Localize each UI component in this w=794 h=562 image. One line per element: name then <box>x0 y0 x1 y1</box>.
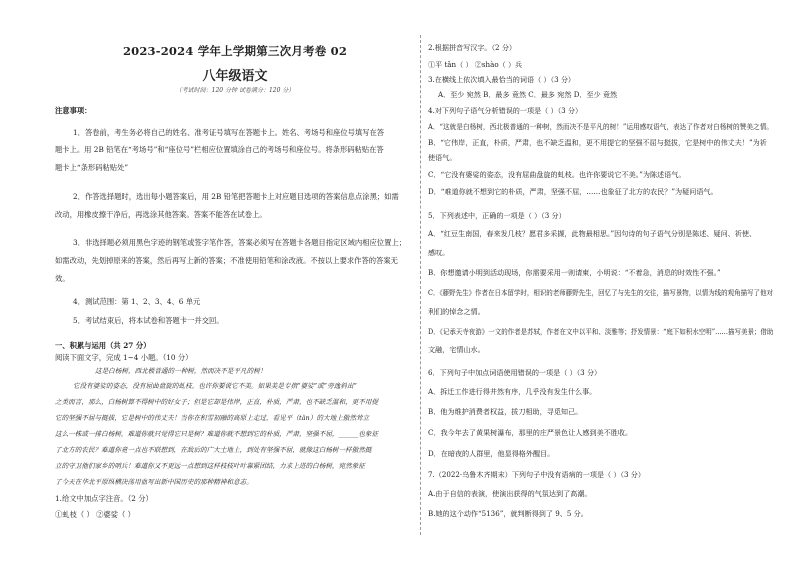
question-line: ①平 tǎn（ ） ②shào（ ）兵 <box>428 60 523 69</box>
option-line: A.由于自信的表演，使演出获得的气氛达到了高潮。 <box>428 489 592 498</box>
text-line: 2．作答选择题时，选出每小题答案后，用 2B 铅笔把答题卡上对应题目选项的答案信息点涂黑；如需 <box>73 192 399 201</box>
notice-heading: 注意事项： <box>55 106 92 115</box>
text-line: 效。 <box>55 274 70 283</box>
exam-meta: （考试时间：120 分钟 试卷满分：120 分） <box>175 87 295 94</box>
passage-line: 这是白杨树，西北极普通的一种树，然而决不是平凡的树！ <box>95 367 267 375</box>
option-line: 利们的悼念之情。 <box>428 307 485 316</box>
option-line: A．至少 宛然 B．最多 竟然 C．最多 宛然 D．至少 竟然 <box>438 90 618 99</box>
text-line: 阅读下面文字，完成 1~4 小题。（10 分） <box>55 353 193 362</box>
exam-title: 2023-2024 学年上学期第三次月考卷 02 <box>122 44 348 58</box>
question-line: 4.对下列句子语气分析错误的一项是（ ）（3 分） <box>428 106 583 115</box>
option-line: 使语气。 <box>428 153 457 162</box>
exam-subject: 八年级语文 <box>202 69 268 84</box>
option-line: 感叹。 <box>428 248 450 257</box>
option-line: 文融，宅情山水。 <box>428 345 485 354</box>
text-line: 题卡上。用 2B 铅笔在“考场号”和“座位号”栏相应位置填涂自己的考场号和座位号。将条形码粘贴在答 <box>55 145 384 154</box>
question-line: 7.（2022·乌鲁木齐期末）下列句子中没有语病的一项是（ ）（3 分） <box>428 470 645 479</box>
option-line: D．《记承天寺夜游》一文的作者是苏轼，作者在文中以平和、淡雅等；抒发情景：“庭下如积水空明”……描写美景；借助 <box>428 327 774 336</box>
question-line: ①虬枝（ ） ②婆娑（ ） <box>55 510 135 519</box>
text-line: 改动，用橡皮擦干净后，再选涂其他答案。答案不能答在试卷上。 <box>55 210 267 219</box>
text-line: 1．答卷前，考生务必将自己的姓名、准考证号填写在答题卡上。姓名、考场号和座位号填写在答 <box>73 128 385 137</box>
text-line: 3．非选择题必须用黑色字迹的钢笔或签字笔作答，答案必须写在答题卡各题目指定区域内相应位置上； <box>73 238 406 247</box>
question-line: 3.在横线上依次填入最恰当的词语（ ）（3 分） <box>428 75 576 84</box>
option-line: B．“它伟岸，正直，朴质，严肃，也不缺乏温和，更不用提它的坚强不屈与挺拔，它是树中的伟丈夫！”为祈 <box>428 138 767 147</box>
question-line: 5．下列表述中，正确的一项是（ ）（3 分） <box>428 211 566 220</box>
left-column <box>55 0 415 562</box>
passage-line: 这么一株或一排白杨树，难道你就只觉得它只是树？难道你就不想到它的朴质，严肃，坚强不屈，______也象征 <box>55 430 379 438</box>
question-line: 2.根据拼音写汉字。（2 分） <box>428 43 517 52</box>
passage-line: 立的守卫他们家乡的哨兵！难道你又不更远一点想到这样枝枝叶叶靠紧团结，力求上进的白杨树，宛然象征 <box>55 462 365 470</box>
right-column <box>428 0 773 562</box>
option-line: B．他为维护消费者权益，拔刀相助，寻觅知己。 <box>428 407 583 416</box>
question-line: 1.给文中加点字注音。（2 分） <box>55 494 153 503</box>
option-line: D．在暗夜的人群里，他显得格外醒目。 <box>428 449 555 458</box>
text-line: 5．考试结束后，将本试卷和答题卡一并交回。 <box>73 316 224 325</box>
question-line: 6．下列句子中加点词语使用错误的一项是（ ）（3 分） <box>428 368 602 377</box>
text-line: 如需改动，先划掉原来的答案，然后再写上新的答案；不准使用铅笔和涂改液。不按以上要求作答的答案无 <box>55 256 398 265</box>
passage-line: 它没有婆娑的姿态，没有屈曲盘旋的虬枝。也许你要说它不美。如果美是专指“婆娑”或“旁逸斜出” <box>73 382 357 390</box>
option-line: C．《藤野先生》作者在日本留学时，相识的老师藤野先生，回忆了与先生的交往，描写景物，以情为线的观角描写了他对 <box>428 288 773 297</box>
option-line: A．“这就是白杨树，西北极普通的一种树，然而决不是平凡的树！”运用感叹语气，表达了作者对白杨树的赞美之情。 <box>428 122 774 131</box>
option-line: D．“难道你就不想到它的朴质，严肃，坚强不屈，……也象征了北方的农民？”为疑问语气。 <box>428 187 718 196</box>
column-divider <box>420 35 421 535</box>
passage-line: 它的坚强不屈与挺拔，它是树中的伟丈夫！当你在积雪初融的高原上走过，看见平（tǎn）的大地上傲然耸立 <box>55 414 370 422</box>
option-line: B．你想邀请小明到活动现场，你需要采用一则请柬，小明说：“不着急，消息的时效性不强。” <box>428 268 721 277</box>
passage-line: 了北方的农民？难道你竟一点也不联想到，在敌后的广大土地上，到处有坚强不屈，就像这白杨树一样傲然挺 <box>55 446 372 454</box>
passage-line: 了今天在华北平原纵横决荡用血写出新中国历史的那种精神和意志。 <box>55 478 253 486</box>
passage-line: 之类而言，那么，白杨树算不得树中的好女子；但是它却是伟岸，正直，朴质，严肃，也不缺乏温和，更不用提 <box>55 398 379 406</box>
text-line: 4．测试范围：第 1、2、3、4、6 单元 <box>73 297 201 306</box>
option-line: A．“红豆生南国，春来发几枝？愿君多采撷，此物最相思。”因句诗的句子语气分别是陈述、疑问、祈使、 <box>428 229 757 238</box>
option-line: C．我今年去了黄果树瀑布，那里的庄严景色让人感到美不胜收。 <box>428 428 633 437</box>
option-line: B.她的这个动作“5136”，就判断得到了 9、5 分。 <box>428 509 588 518</box>
option-line: C．“它没有婆娑的姿态，没有屈曲盘旋的虬枝。也许你要说它不美。”为陈述语气。 <box>428 170 686 179</box>
text-line: 题卡上“条形码粘贴处” <box>55 163 129 172</box>
option-line: A．拆迁工作进行得井然有序，几乎没有发生什么事。 <box>428 387 597 396</box>
section-heading: 一、积累与运用（共 27 分） <box>55 341 151 350</box>
